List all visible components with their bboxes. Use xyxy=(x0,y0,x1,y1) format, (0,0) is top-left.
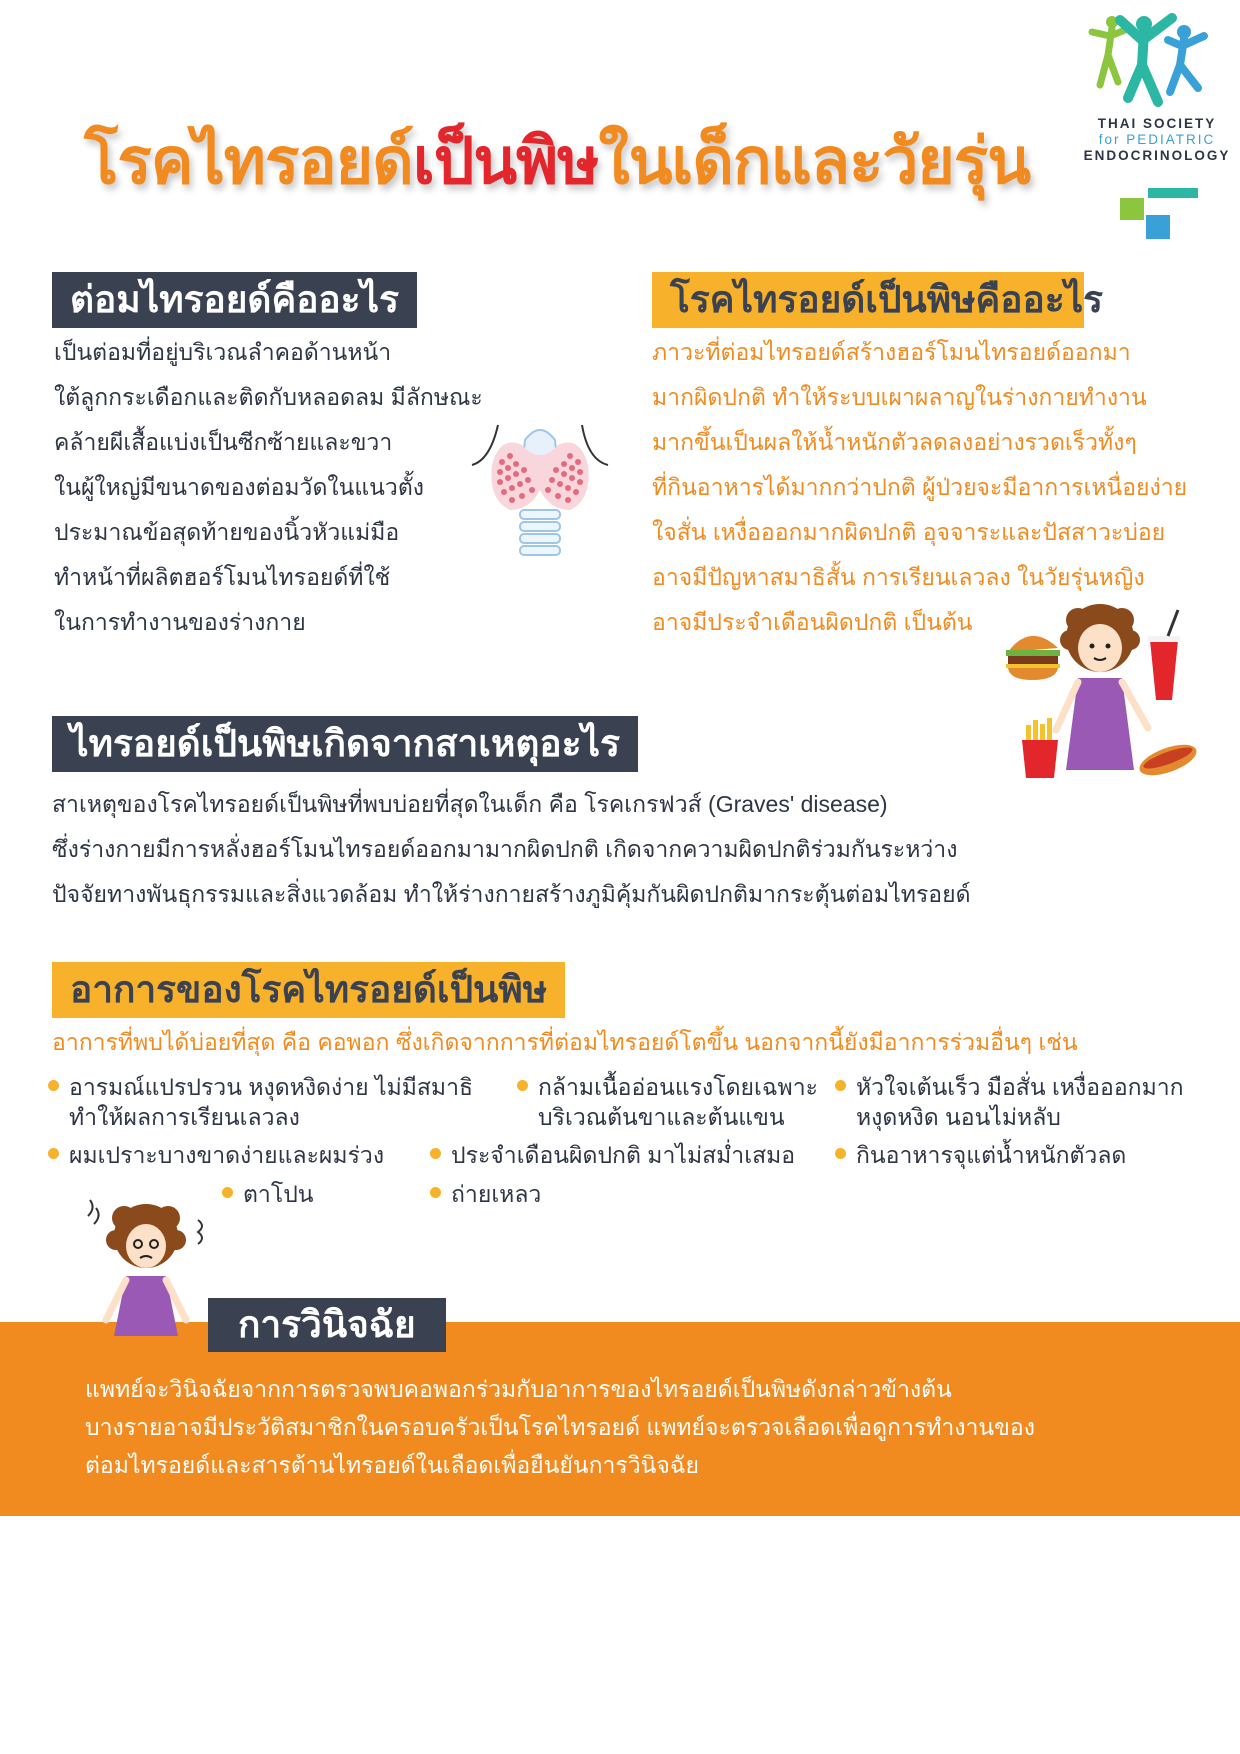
symptom-text: อารมณ์แปรปรวน หงุดหงิดง่าย ไม่มีสมาธิ xyxy=(69,1074,474,1100)
logo-square-blue xyxy=(1146,215,1170,239)
girl-eating-illustration xyxy=(1000,600,1200,790)
heading-cause: ไทรอยด์เป็นพิษเกิดจากสาเหตุอะไร xyxy=(52,716,638,772)
stressed-girl-illustration xyxy=(82,1196,212,1336)
logo-line-1: THAI SOCIETY xyxy=(1097,116,1217,131)
thyroid-gland-illustration xyxy=(470,410,610,560)
hyper-line: ใจสั่น เหงื่อออกมากผิดปกติ อุจจาระและปัสสาวะบ่อย xyxy=(652,519,1166,545)
hyper-line: อาจมีปัญหาสมาธิสั้น การเรียนเลวลง ในวัยรุ่นหญิง xyxy=(652,564,1145,590)
diagnosis-line: บางรายอาจมีประวัติสมาชิกในครอบครัวเป็นโรคไทรอยด์ แพทย์จะตรวจเลือดเพื่อดูการทำงานของ xyxy=(85,1414,1035,1440)
bullet-dot xyxy=(517,1080,528,1091)
hotdog-icon xyxy=(1136,738,1200,781)
symptom-text: ตาโปน xyxy=(243,1181,314,1207)
thyroid-line: ทำหน้าที่ผลิตฮอร์โมนไทรอยด์ที่ใช้ xyxy=(54,564,391,590)
symptom-item xyxy=(48,1072,473,1132)
logo-text xyxy=(1077,116,1237,164)
cause-description xyxy=(52,782,971,917)
bullet-dot xyxy=(430,1148,441,1159)
hyperthyroidism-description xyxy=(652,330,1187,645)
symptom-text: ประจำเดือนผิดปกติ มาไม่สม่ำเสมอ xyxy=(451,1142,796,1168)
title-part-2: เป็นพิษ xyxy=(412,125,599,197)
title-part-1: โรคไทรอยด์ xyxy=(84,125,413,197)
cause-line: ซึ่งร่างกายมีการหลั่งฮอร์โมนไทรอยด์ออกมามากผิดปกติ เกิดจากความผิดปกติร่วมกันระหว่าง xyxy=(52,836,958,862)
symptom-text: ผมเปราะบางขาดง่ายและผมร่วง xyxy=(69,1142,385,1168)
hyper-line: อาจมีประจำเดือนผิดปกติ เป็นต้น xyxy=(652,609,973,635)
bullet-dot xyxy=(48,1080,59,1091)
hyper-line: ที่กินอาหารได้มากกว่าปกติ ผู้ป่วยจะมีอาการเหนื่อยง่าย xyxy=(652,474,1188,500)
symptom-item xyxy=(48,1140,384,1170)
symptom-item xyxy=(430,1179,541,1209)
stress-lines-icon xyxy=(88,1200,99,1224)
thyroid-line: ประมาณข้อสุดท้ายของนิ้วหัวแม่มือ xyxy=(54,519,400,545)
thyroid-line: เป็นต่อมที่อยู่บริเวณลำคอด้านหน้า xyxy=(54,339,392,365)
cause-line: ปัจจัยทางพันธุกรรมและสิ่งแวดล้อม ทำให้ร่างกายสร้างภูมิคุ้มกันผิดปกติมากระตุ้นต่อมไทรอยด์ xyxy=(52,881,971,907)
symptom-text: กินอาหารจุแต่น้ำหนักตัวลด xyxy=(856,1142,1127,1168)
bullet-dot xyxy=(835,1080,846,1091)
symptom-text: หัวใจเต้นเร็ว มือสั่น เหงื่อออกมาก xyxy=(856,1074,1184,1100)
symptom-item xyxy=(835,1140,1126,1170)
logo-bar-teal xyxy=(1148,188,1198,198)
symptom-item xyxy=(430,1140,795,1170)
drink-icon xyxy=(1148,610,1180,700)
diagnosis-line: แพทย์จะวินิจฉัยจากการตรวจพบคอพอกร่วมกับอาการของไทรอยด์เป็นพิษดังกล่าวข้างต้น xyxy=(85,1376,952,1402)
thyroid-line: ในการทำงานของร่างกาย xyxy=(54,609,306,635)
thyroid-line: ใต้ลูกกระเดือกและติดกับหลอดลม มีลักษณะ xyxy=(54,384,483,410)
logo-line-2: for PEDIATRIC xyxy=(1098,132,1216,147)
logo-square-green xyxy=(1120,198,1144,220)
symptom-text-cont: บริเวณต้นขาและต้นแขน xyxy=(538,1104,785,1130)
symptom-item xyxy=(517,1072,818,1132)
fries-icon xyxy=(1022,718,1058,778)
logo-line-3: ENDOCRINOLOGY xyxy=(1083,148,1231,163)
jumping-kids-icon xyxy=(1092,16,1204,102)
symptom-text: ถ่ายเหลว xyxy=(451,1181,542,1207)
hyper-line: มากขึ้นเป็นผลให้น้ำหนักตัวลดลงอย่างรวดเร็วทั้งๆ xyxy=(652,429,1137,455)
heading-what-is-thyroid: ต่อมไทรอยด์คืออะไร xyxy=(52,272,417,328)
title-part-3: ในเด็กและวัยรุ่น xyxy=(598,125,1031,197)
bullet-dot xyxy=(430,1187,441,1198)
symptom-item xyxy=(835,1072,1184,1132)
heading-symptoms: อาการของโรคไทรอยด์เป็นพิษ xyxy=(52,962,565,1018)
symptom-text-cont: หงุดหงิด นอนไม่หลับ xyxy=(856,1104,1061,1130)
symptom-text: กล้ามเนื้ออ่อนแรงโดยเฉพาะ xyxy=(538,1074,818,1100)
hyper-line: ภาวะที่ต่อมไทรอยด์สร้างฮอร์โมนไทรอยด์ออกมา xyxy=(652,339,1131,365)
heading-what-is-hyperthyroidism: โรคไทรอยด์เป็นพิษคืออะไร xyxy=(652,272,1084,328)
cause-line: สาเหตุของโรคไทรอยด์เป็นพิษที่พบบ่อยที่สุดในเด็ก คือ โรคเกรฟวส์ (Graves' disease) xyxy=(52,791,888,817)
hyper-line: มากผิดปกติ ทำให้ระบบเผาผลาญในร่างกายทำงาน xyxy=(652,384,1147,410)
symptoms-intro: อาการที่พบได้บ่อยที่สุด คือ คอพอก ซึ่งเกิดจากการที่ต่อมไทรอยด์โตขึ้น นอกจากนี้ยังมีอาการร่วมอื่นๆ เช่น xyxy=(52,1029,1078,1055)
bullet-dot xyxy=(222,1187,233,1198)
thyroid-line: ในผู้ใหญ่มีขนาดของต่อมวัดในแนวตั้ง xyxy=(54,474,424,500)
thyroid-line: คล้ายผีเสื้อแบ่งเป็นซีกซ้ายและขวา xyxy=(54,429,393,455)
symptom-text-cont: ทำให้ผลการเรียนเลวลง xyxy=(69,1104,300,1130)
symptom-item xyxy=(222,1179,314,1209)
diagnosis-description xyxy=(85,1370,1035,1484)
thyroid-description xyxy=(54,330,483,645)
burger-icon xyxy=(1006,636,1060,680)
bullet-dot xyxy=(48,1148,59,1159)
girl-figure xyxy=(1056,604,1148,770)
diagnosis-line: ต่อมไทรอยด์และสารต้านไทรอยด์ในเลือดเพื่อยืนยันการวินิจฉัย xyxy=(85,1452,700,1478)
heading-diagnosis: การวินิจฉัย xyxy=(208,1298,446,1352)
bullet-dot xyxy=(835,1148,846,1159)
page-title xyxy=(84,110,1030,212)
